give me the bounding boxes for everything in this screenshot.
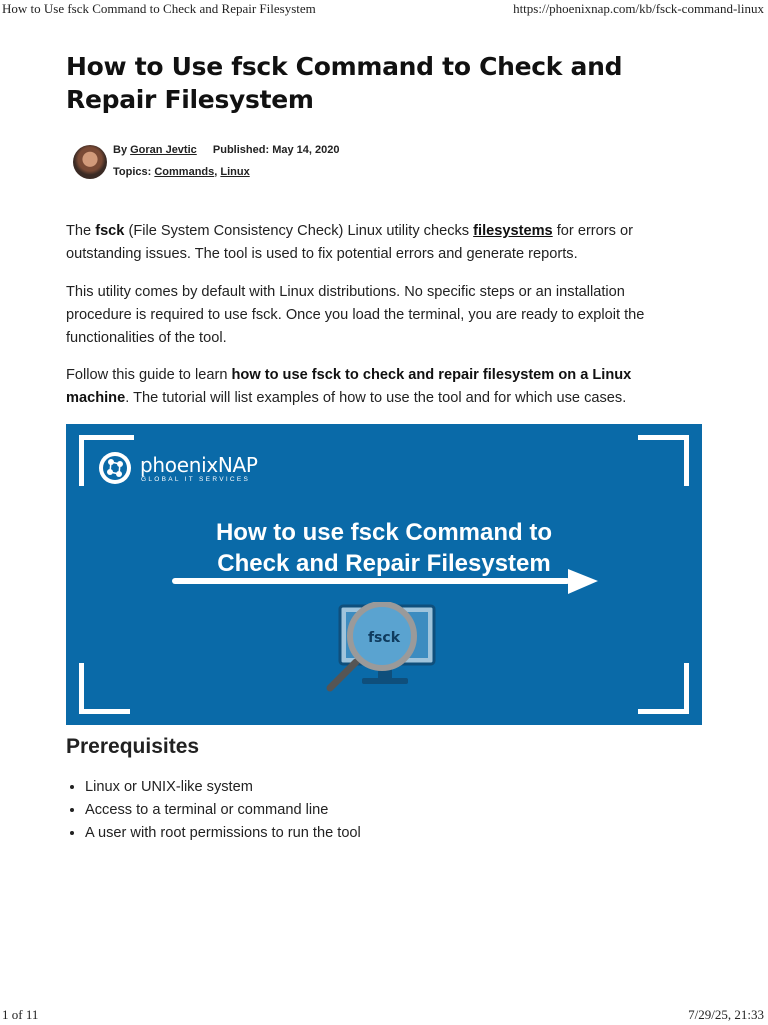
hero-image [66,424,702,725]
topics-separator: , [214,166,218,178]
frame-corner-bottom-right [638,663,689,714]
prerequisites-heading: Prerequisites [66,735,200,758]
intro-paragraph-3: Follow this guide to learn how to use fsck to check and repair filesystem on a Linux machine. The tutorial will list examples of how to use the tool and for which use cases. [66,367,632,406]
logo-wordmark: phoenixNAP [140,453,258,477]
print-header-title: How to Use fsck Command to Check and Repair Filesystem [2,1,316,16]
topics-label: Topics: [113,166,152,178]
guide-emphasis: how to use fsck to check and repair filesystem on a Linux machine [66,367,632,406]
prerequisites-list [66,776,361,844]
topics-row [113,166,250,178]
print-datetime: 7/29/25, 21:33 [688,1007,764,1022]
intro-paragraph-2: This utility comes by default with Linux distributions. No specific steps or an installation procedure is required to use fsck. Once you load the terminal, you are ready to exploit the functionalities of the tool. [66,284,645,346]
phoenixnap-logo [98,451,298,489]
list-item: • Access to a terminal or command line [85,799,361,822]
frame-corner-top-right [638,435,689,486]
arrow-right-icon [172,568,598,596]
article-title: How to Use fsck Command to Check and Repair Filesystem [66,52,623,114]
topic-link-commands[interactable]: Commands [154,166,215,178]
print-header [0,1,768,19]
list-item: • A user with root permissions to run the tool [85,822,361,845]
author-link[interactable]: Goran Jevtic [130,144,197,156]
by-label: By [113,144,128,156]
byline-row [113,144,339,156]
hero-title-line-1: How to use fsck Command to [215,519,553,546]
fsck-term: fsck [95,223,125,239]
page-count: 1 of 11 [2,1007,39,1022]
published-date: May 14, 2020 [272,144,340,156]
hero-title-line-2: Check and Repair Filesystem [217,550,551,577]
article-byline [73,143,473,183]
monitor-magnifier-icon [322,602,442,718]
print-header-url: https://phoenixnap.com/kb/fsck-command-linux [513,1,764,16]
published-label: Published: [212,144,270,156]
phoenixnap-logo-icon [98,451,132,485]
logo-tagline: GLOBAL IT SERVICES [141,476,251,483]
print-footer [0,1007,768,1025]
author-avatar [73,145,107,179]
screen-label: fsck [367,630,401,646]
intro-paragraph-1: The fsck (File System Consistency Check) Linux utility checks filesystems for errors or outstanding issues. The tool is used to fix potential errors and generate reports. [66,223,633,262]
filesystems-link[interactable]: filesystems [473,223,553,239]
topic-link-linux[interactable]: Linux [220,166,250,178]
frame-corner-bottom-left [79,663,130,714]
list-item: • Linux or UNIX-like system [85,776,361,799]
